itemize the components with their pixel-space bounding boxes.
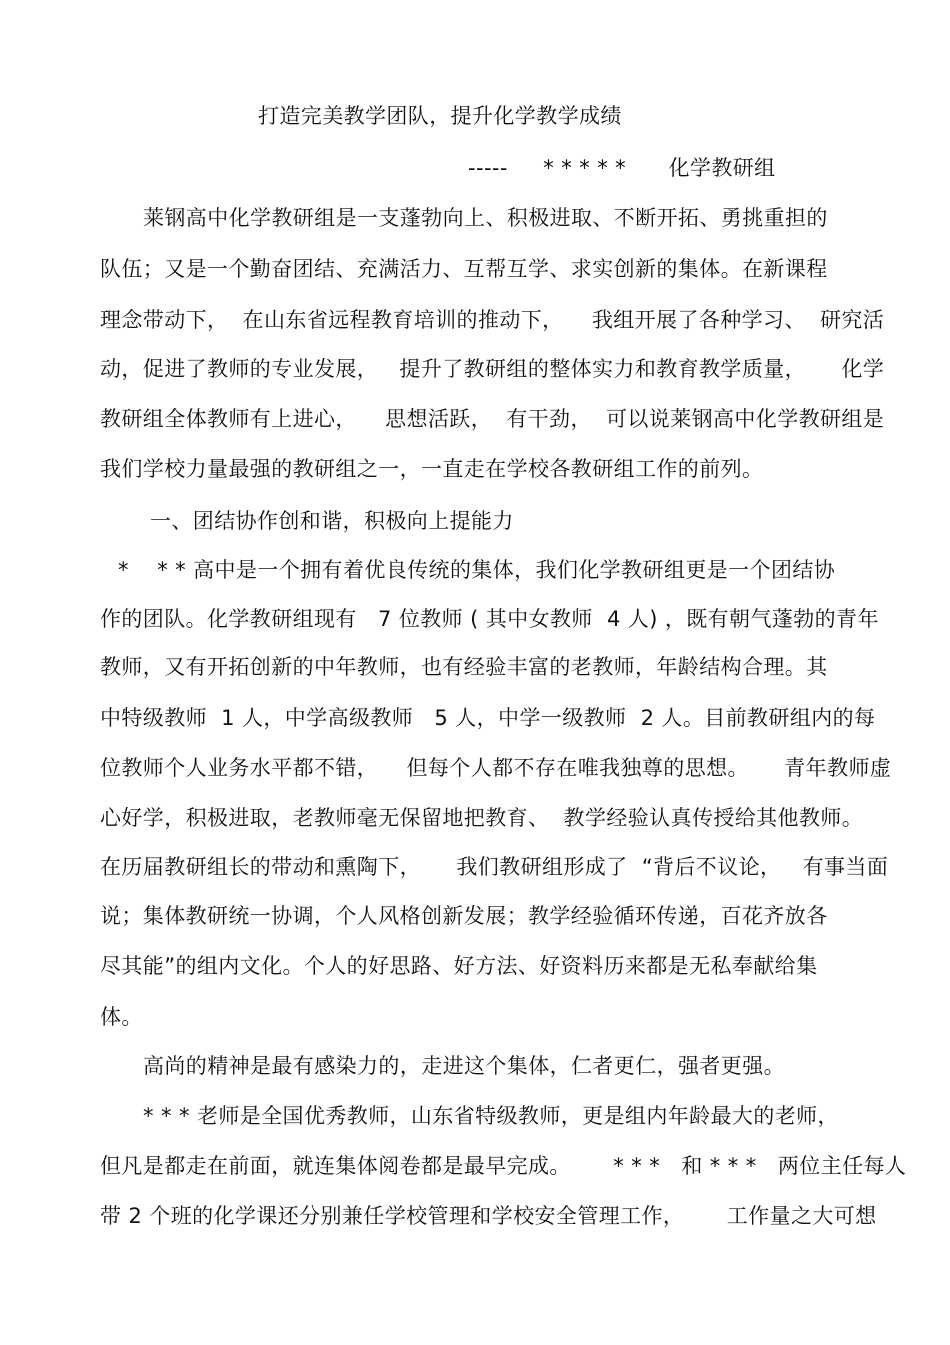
body-line: 尽其能”的组内文化。个人的好思路、好方法、好资料历来都是无私奉献给集: [100, 954, 818, 978]
body-line: * * * 高中是一个拥有着优良传统的集体，我们化学教研组更是一个团结协: [118, 558, 836, 582]
body-line: 我们学校力量最强的教研组之一，一直走在学校各教研组工作的前列。: [100, 457, 764, 481]
body-line: 但凡是都走在前面，就连集体阅卷都是最早完成。 * * * 和 * * * 两位主任每人: [100, 1154, 907, 1178]
body-line: 心好学，积极进取，老教师毫无保留地把教育、 教学经验认真传授给其他教师。: [100, 806, 864, 830]
document-title: 打造完美教学团队，提升化学教学成绩: [258, 104, 622, 128]
body-line: 带 2 个班的化学课还分别兼任学校管理和学校安全管理工作， 工作量之大可想: [100, 1204, 877, 1228]
body-line: 位教师个人业务水平都不错， 但每个人都不存在唯我独尊的思想。 青年教师虚: [100, 756, 892, 780]
body-line: 体。: [100, 1005, 143, 1029]
body-line: 说；集体教研统一协调，个人风格创新发展；教学经验循环传递，百花齐放各: [100, 904, 828, 928]
body-line: 高尚的精神是最有感染力的，走进这个集体，仁者更仁，强者更强。: [143, 1054, 785, 1078]
body-line: 队伍；又是一个勤奋团结、充满活力、互帮互学、求实创新的集体。在新课程: [100, 257, 828, 281]
body-line: 理念带动下， 在山东省远程教育培训的推动下， 我组开展了各种学习、 研究活: [100, 308, 885, 332]
body-line: * * * 老师是全国优秀教师，山东省特级教师，更是组内年龄最大的老师，: [143, 1104, 839, 1128]
section-heading: 一、团结协作创和谐，积极向上提能力: [150, 509, 514, 533]
document-byline: ----- * * * * * 化学教研组: [468, 156, 776, 180]
body-line: 教师，又有开拓创新的中年教师，也有经验丰富的老教师，年龄结构合理。其: [100, 655, 828, 679]
body-line: 作的团队。化学教研组现有 7 位教师 ( 其中女教师 4 人) ，既有朝气蓬勃的青年: [100, 607, 879, 631]
body-line: 动，促进了教师的专业发展， 提升了教研组的整体实力和教育教学质量， 化学: [100, 357, 885, 381]
body-line: 中特级教师 1 人，中学高级教师 5 人，中学一级教师 2 人。目前教研组内的每: [100, 706, 876, 730]
body-line: 教研组全体教师有上进心， 思想活跃， 有干劲， 可以说莱钢高中化学教研组是: [100, 407, 885, 431]
body-line: 莱钢高中化学教研组是一支蓬勃向上、积极进取、不断开拓、勇挑重担的: [143, 206, 828, 230]
body-line: 在历届教研组长的带动和熏陶下， 我们教研组形成了 “背后不议论， 有事当面: [100, 855, 889, 879]
